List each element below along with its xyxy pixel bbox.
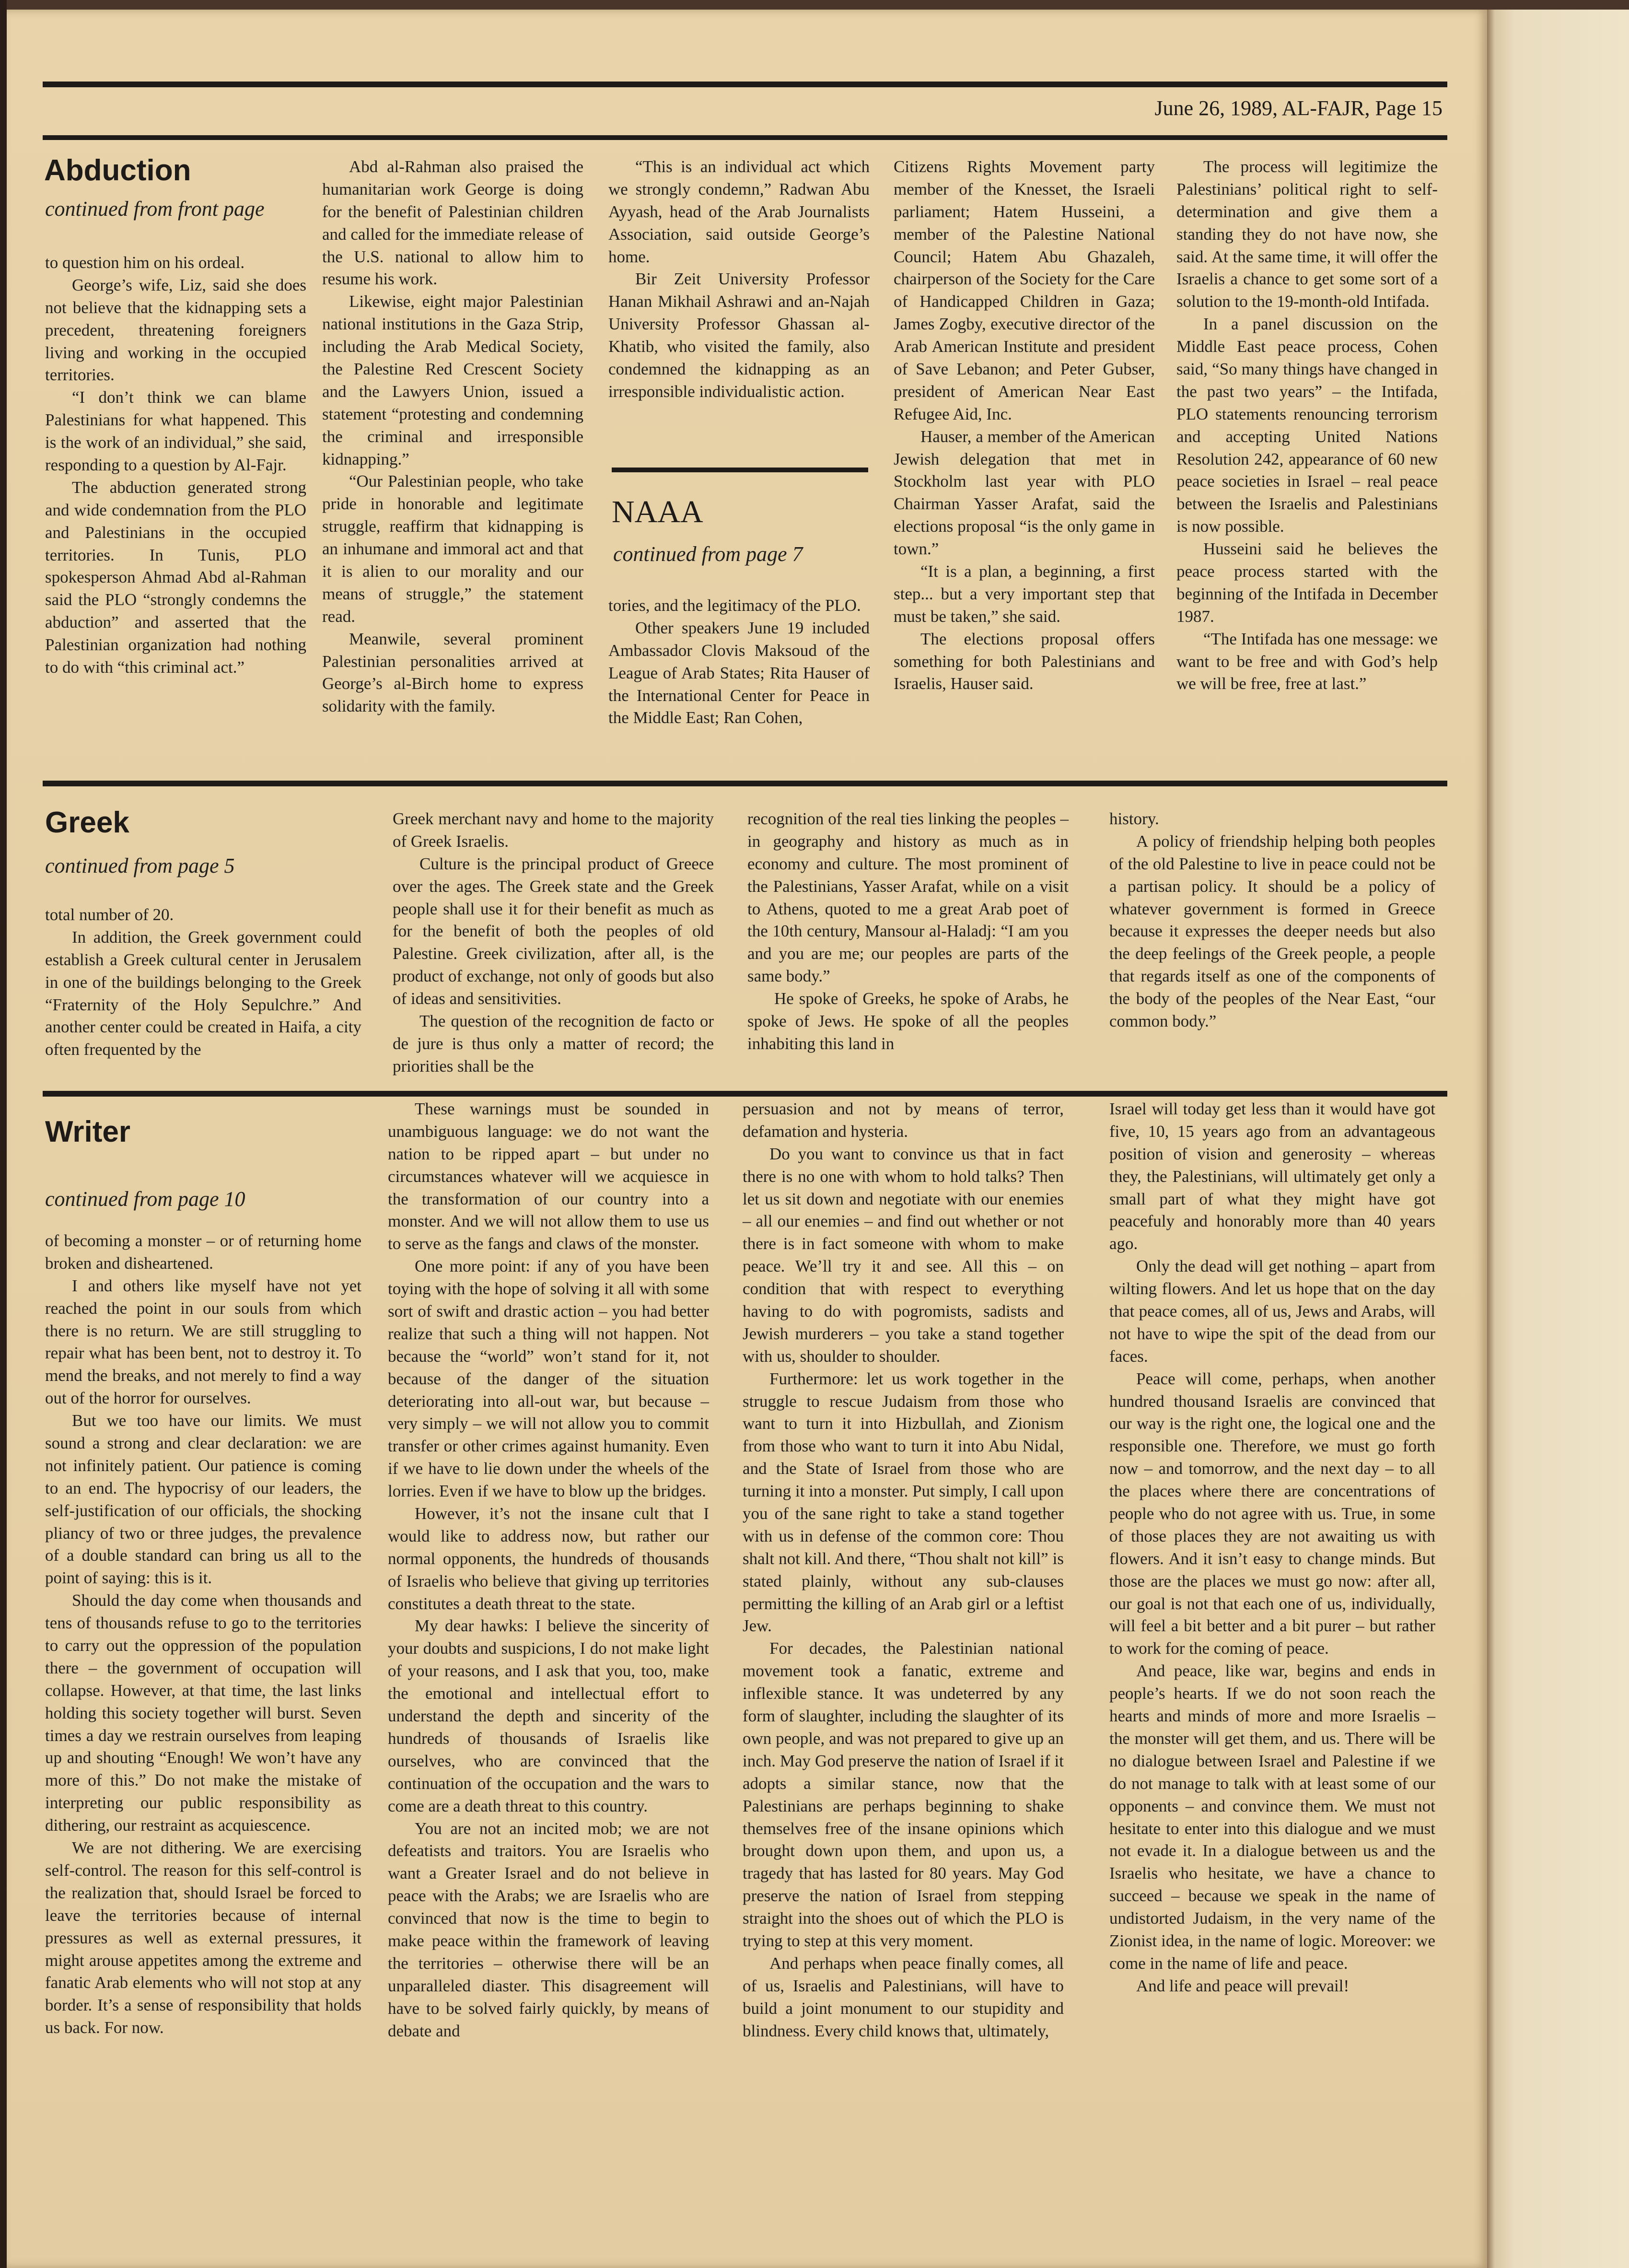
- paragraph: In a panel discussion on the Middle East peace process, Cohen said, “So many things have changed in the past two years” – the Intifada, PLO statements renouncing terrorism and accepting United Nations Resolution 242, appearance of 60 new peace societies in Israel – real peace between the Israelis and Palestinians is now possible.: [1176, 315, 1438, 536]
- paragraph: We are not dithering. We are exercising self-control. The reason for this self-control is the realization that, should Israel be forced to leave the territories because of internal pressures as well as external pressures, it might arouse appetites among the extreme and fanatic Arab elements who will not stop at any border. It’s a sense of responsibility that holds us back. For now.: [45, 1838, 361, 2037]
- book-binding-top: [0, 0, 1629, 10]
- newspaper-page: [7, 10, 1487, 2268]
- paragraph: total number of 20.: [45, 905, 174, 924]
- paragraph: The process will legitimize the Palestinians’ political right to self-determination and give them a standing they do not have now, she said. At the same time, it will offer the Israelis a chance to get some sort of a solution to the 19-month-old Intifada.: [1176, 157, 1438, 311]
- paragraph: Israel will today get less than it would have got five, 10, 15 years ago from an advantageous position of vision and generosity – whereas they, the Palestinians, will ultimately get only a small part of what they might have got peacefuly and honorably more than 40 years ago.: [1109, 1099, 1435, 1253]
- paragraph: Likewise, eight major Palestinian national institutions in the Gaza Strip, including the Arab Medical Society, the Palestine Red Crescent Society and the Lawyers Union, issued a statement “protesting and condemning the criminal and irresponsible kidnapping.”: [322, 292, 583, 468]
- greek-col-4: [1109, 808, 1435, 1033]
- paragraph: Furthermore: let us work together in the struggle to rescue Judaism from those who want to turn it into Hizbullah, and Zionism from those who want to turn it into Abu Nidal, and the State of Israel from those who are turning it into a monster. Put simply, I call upon you of the sane right to take a stand together with us in defense of the common core: Thou shalt not kill. And there, “Thou shalt not kill” is stated plainly, without any sub-clauses permitting the killing of an Arab girl or a leftist Jew.: [743, 1369, 1064, 1636]
- section-rule-greek: [43, 781, 1447, 786]
- paragraph: And peace, like war, begins and ends in people’s hearts. If we do not soon reach the hearts and minds of more and more Israelis – the monster will get them, and us. There will be no dialogue between Israel and Palestine if we do not manage to talk with at least some of our opponents – and convince them. We must not hesitate to enter into this dialogue and we must not evade it. In a dialogue between us and the Israelis who hesitate, we have a chance to succeed – because we speak in the name of undistorted Judaism, in the very name of the Zionist idea, in the name of logic. Moreover: we come in the name of life and peace.: [1109, 1661, 1435, 1973]
- paragraph: For decades, the Palestinian national movement took a fanatic, extreme and inflexible stance. It was undeterred by any form of slaughter, including the slaughter of its own people, and was not prepared to give up an inch. May God preserve the nation of Israel if it adopts a similar stance, now that the Palestinians are perhaps beginning to shake themselves free of the insane opinions which brought down upon them, and upon us, a tragedy that has lasted for 80 years. May God preserve the nation of Israel from stepping straight into the shoes out of which the PLO is trying to step at this very moment.: [743, 1639, 1064, 1950]
- paragraph: history.: [1109, 809, 1159, 828]
- writer-headline: Writer: [45, 1115, 131, 1148]
- paragraph: Husseini said he believes the peace process started with the beginning of the Intifada in December 1987.: [1176, 539, 1438, 626]
- paragraph: Only the dead will get nothing – apart from wilting flowers. And let us hope that on the day that peace comes, all of us, Jews and Arabs, will not have to wipe the spit of the dead from our faces.: [1109, 1257, 1435, 1366]
- abduction-col-2: [322, 156, 583, 718]
- paragraph: “I don’t think we can blame Palestinians for what happened. This is the work of an individual,” she said, responding to a question by Al-Fajr.: [45, 388, 306, 475]
- paragraph: of becoming a monster – or of returning home broken and disheartened.: [45, 1231, 361, 1273]
- paragraph: “This is an individual act which we strongly condemn,” Radwan Abu Ayyash, head of the Arab Journalists Association, said outside George’s home.: [608, 157, 870, 266]
- paragraph: “The Intifada has one message: we want to be free and with God’s help we will be free, free at last.”: [1176, 629, 1438, 693]
- top-rule: [43, 82, 1447, 87]
- paragraph: And perhaps when peace finally comes, all of us, Israelis and Palestinians, will have to build a joint monument to our stupidity and blindness. Every child knows that, ultimately,: [743, 1953, 1064, 2040]
- greek-col-3: [747, 808, 1069, 1055]
- writer-col-4: [1109, 1098, 1435, 1998]
- paragraph: Do you want to convince us that in fact there is no one with whom to hold talks? Then let us sit down and negotiate with our enemies – all our enemies – and find out whether or not there is in fact someone with whom to make peace. We’ll try it and see. All this – on condition that with respect to everything having to do with pogromists, sadists and Jewish murderers – you take a stand together with us, shoulder to shoulder.: [743, 1144, 1064, 1366]
- paragraph: Culture is the principal product of Greece over the ages. The Greek state and the Greek people shall use it for their benefit as much as for the benefit of both the peoples of old Palestine. Greek civilization, after all, is the product of exchange, not only of goods but also of ideas and sensitivities.: [393, 854, 714, 1008]
- paragraph: Should the day come when thousands and tens of thousands refuse to go to the territories to carry out the oppression of the population there – the government of occupation will collapse. However, at that time, the last links holding this society together will burst. Seven times a day we restrain ourselves from leaping up and shouting “Enough! We won’t have any more of this.” Do not make the mistake of interpreting our public responsibility as dithering, our restraint as acquiescence.: [45, 1591, 361, 1835]
- paragraph: The elections proposal offers something for both Palestinians and Israelis, Hauser said.: [894, 629, 1155, 693]
- paragraph: One more point: if any of you have been toying with the hope of solving it all with some sort of swift and drastic action – you had better realize that such a thing will not happen. Not because the “world” won’t stand for it, not because of the danger of the situation deteriorating into all-out war, but because – very simply – we will not allow you to commit transfer or other crimes against humanity. Even if we have to lie down under the wheels of the lorries. Even if we have to blow up the bridges.: [388, 1257, 709, 1501]
- naaa-rule: [612, 468, 868, 472]
- paragraph: recognition of the real ties linking the peoples – in geography and history as much as in economy and culture. The most prominent of the Palestinians, Yasser Arafat, while on a visit to Athens, quoted to me a great Arab poet of the 10th century, Mansour al-Haladj: “I am you and you are me; our peoples are parts of the same body.”: [747, 809, 1069, 986]
- abduction-col-3: [608, 156, 870, 403]
- paragraph: Abd al-Rahman also praised the humanitarian work George is doing for the benefit of Palestinian children and called for the immediate release of the U.S. national to allow him to resume his work.: [322, 157, 583, 289]
- naaa-col-3: [608, 595, 870, 729]
- paragraph: The question of the recognition de facto or de jure is thus only a matter of record; the priorities shall be the: [393, 1012, 714, 1076]
- paragraph: to question him on his ordeal.: [45, 253, 245, 272]
- paragraph: He spoke of Greeks, he spoke of Arabs, he spoke of Jews. He spoke of all the peoples inhabiting this land in: [747, 989, 1069, 1053]
- naaa-col-5: [1176, 156, 1438, 695]
- paragraph: George’s wife, Liz, said she does not believe that the kidnapping sets a precedent, threatening foreigners living and working in the occupied territories.: [45, 275, 306, 385]
- abduction-col-1: [45, 252, 306, 679]
- paragraph: Peace will come, perhaps, when another hundred thousand Israelis are convinced that our way is the right one, the logical one and the responsible one. Therefore, we must go forth now – and tomorrow, and the next day – to all the places where there are concentrations of people who do not agree with us. True, in some of those places they are not awaiting us with flowers. And it isn’t easy to change minds. But those are the places we must go now: after all, our goal is not that each one of us, individually, will feel a bit better and a bit purer – but rather to work for the coming of peace.: [1109, 1369, 1435, 1658]
- paragraph: “It is a plan, a beginning, a first step... but a very important step that must be taken,” she said.: [894, 562, 1155, 626]
- writer-continued: continued from page 10: [45, 1187, 245, 1211]
- writer-col-1: [45, 1230, 361, 2039]
- paragraph: You are not an incited mob; we are not defeatists and traitors. You are Israelis who want a Greater Israel and do not believe in peace with the Arabs; we are Israelis who are convinced that now is the time to begin to make peace within the framework of leaving the territories – otherwise there will be an unparalleled diaster. This disagreement will have to be solved fairly quickly, by means of debate and: [388, 1819, 709, 2040]
- page-header: June 26, 1989, AL-FAJR, Page 15: [1154, 96, 1443, 120]
- paragraph: Greek merchant navy and home to the majority of Greek Israelis.: [393, 809, 714, 851]
- paragraph: Bir Zeit University Professor Hanan Mikhail Ashrawi and an-Najah University Professor Ghassan al-Khatib, who visited the family, also condemned the kidnapping as an irresponsible individualistic action.: [608, 269, 870, 401]
- naaa-col-4: [894, 156, 1155, 695]
- naaa-headline: NAAA: [612, 494, 703, 529]
- writer-col-2: [388, 1098, 709, 2042]
- paragraph: In addition, the Greek government could establish a Greek cultural center in Jerusalem in one of the buildings belonging to the Greek “Fraternity of the Holy Sepulchre.” And another center could be created in Haifa, a city often frequented by the: [45, 927, 361, 1059]
- book-binding-left: [0, 0, 7, 2268]
- greek-col-1: [45, 904, 361, 1061]
- paragraph: tories, and the legitimacy of the PLO.: [608, 596, 861, 615]
- paragraph: “Our Palestinian people, who take pride in honorable and legitimate struggle, reaffirm that kidnapping is an inhumane and immoral act and that it is alien to our morality and our means of struggle,” the statement read.: [322, 472, 583, 626]
- paragraph: Citizens Rights Movement party member of the Knesset, the Israeli parliament; Hatem Husseini, a member of the Palestine National Council; Hatem Abu Ghazaleh, chairperson of the Society for the Care of Handicapped Children in Gaza; James Zogby, executive director of the Arab American Institute and president of Save Lebanon; and Peter Gubser, president of American Near East Refugee Aid, Inc.: [894, 157, 1155, 423]
- paragraph: However, it’s not the insane cult that I would like to address now, but rather our normal opponents, the hundreds of thousands of Israelis who believe that giving up territories constitutes a death threat to the state.: [388, 1504, 709, 1613]
- paragraph: Hauser, a member of the American Jewish delegation that met in Stockholm last year with PLO Chairman Yasser Arafat, said the elections proposal “is the only game in town.”: [894, 427, 1155, 559]
- paragraph: And life and peace will prevail!: [1136, 1976, 1350, 1995]
- paragraph: Meanwile, several prominent Palestinian personalities arrived at George’s al-Birch home to express solidarity with the family.: [322, 629, 583, 716]
- abduction-continued: continued from front page: [45, 197, 265, 221]
- paragraph: persuasion and not by means of terror, defamation and hysteria.: [743, 1099, 1064, 1141]
- paragraph: The abduction generated strong and wide condemnation from the PLO and Palestinians in the occupied territories. In Tunis, PLO spokesperson Ahmad Abd al-Rahman said the PLO “strongly condemns the abduction” and asserted that the Palestinian organization had nothing to do with “this criminal act.”: [45, 478, 306, 677]
- greek-headline: Greek: [45, 806, 129, 839]
- paragraph: I and others like myself have not yet reached the point in our souls from which there is no return. We are still struggling to repair what has been bent, not to destroy it. To mend the breaks, and not merely to find a way out of the horror for ourselves.: [45, 1276, 361, 1408]
- abduction-headline: Abduction: [44, 154, 191, 187]
- paragraph: Other speakers June 19 included Ambassador Clovis Maksoud of the League of Arab States; Rita Hauser of the International Center for Peace in the Middle East; Ran Cohen,: [608, 618, 870, 727]
- greek-continued: continued from page 5: [45, 854, 235, 877]
- paragraph: My dear hawks: I believe the sincerity of your doubts and suspicions, I do not make light of your reasons, and I ask that you, too, make the emotional and intellectual effort to understand the depth and sincerity of the hundreds of thousands of Israelis like ourselves, who are convinced that the continuation of the occupation and the wars to come are a death threat to this country.: [388, 1616, 709, 1815]
- greek-col-2: [393, 808, 714, 1078]
- naaa-continued: continued from page 7: [613, 542, 803, 566]
- page-stack-edge: [1486, 10, 1629, 2268]
- header-rule: [43, 135, 1447, 140]
- paragraph: These warnings must be sounded in unambiguous language: we do not want the nation to be ripped apart – but under no circumstances whatever will we acquiesce in the transformation of our country into a monster. And we will not allow them to use us to serve as the fangs and claws of the monster.: [388, 1099, 709, 1253]
- paragraph: But we too have our limits. We must sound a strong and clear declaration: we are not infinitely patient. Our patience is coming to an end. The hypocrisy of our leaders, the self-justification of our officials, the shocking pliancy of two or three judges, the prevalence of a double standard can bring us all to the point of saying: this is it.: [45, 1411, 361, 1588]
- writer-col-3: [743, 1098, 1064, 2042]
- section-rule-writer: [43, 1091, 1447, 1097]
- paragraph: A policy of friendship helping both peoples of the old Palestine to live in peace could not be a partisan policy. It should be a policy of whatever government is formed in Greece because it expresses the deeper needs but also the deep feelings of the Greek people, a people that regards itself as one of the components of the body of the peoples of the Near East, “our common body.”: [1109, 831, 1435, 1031]
